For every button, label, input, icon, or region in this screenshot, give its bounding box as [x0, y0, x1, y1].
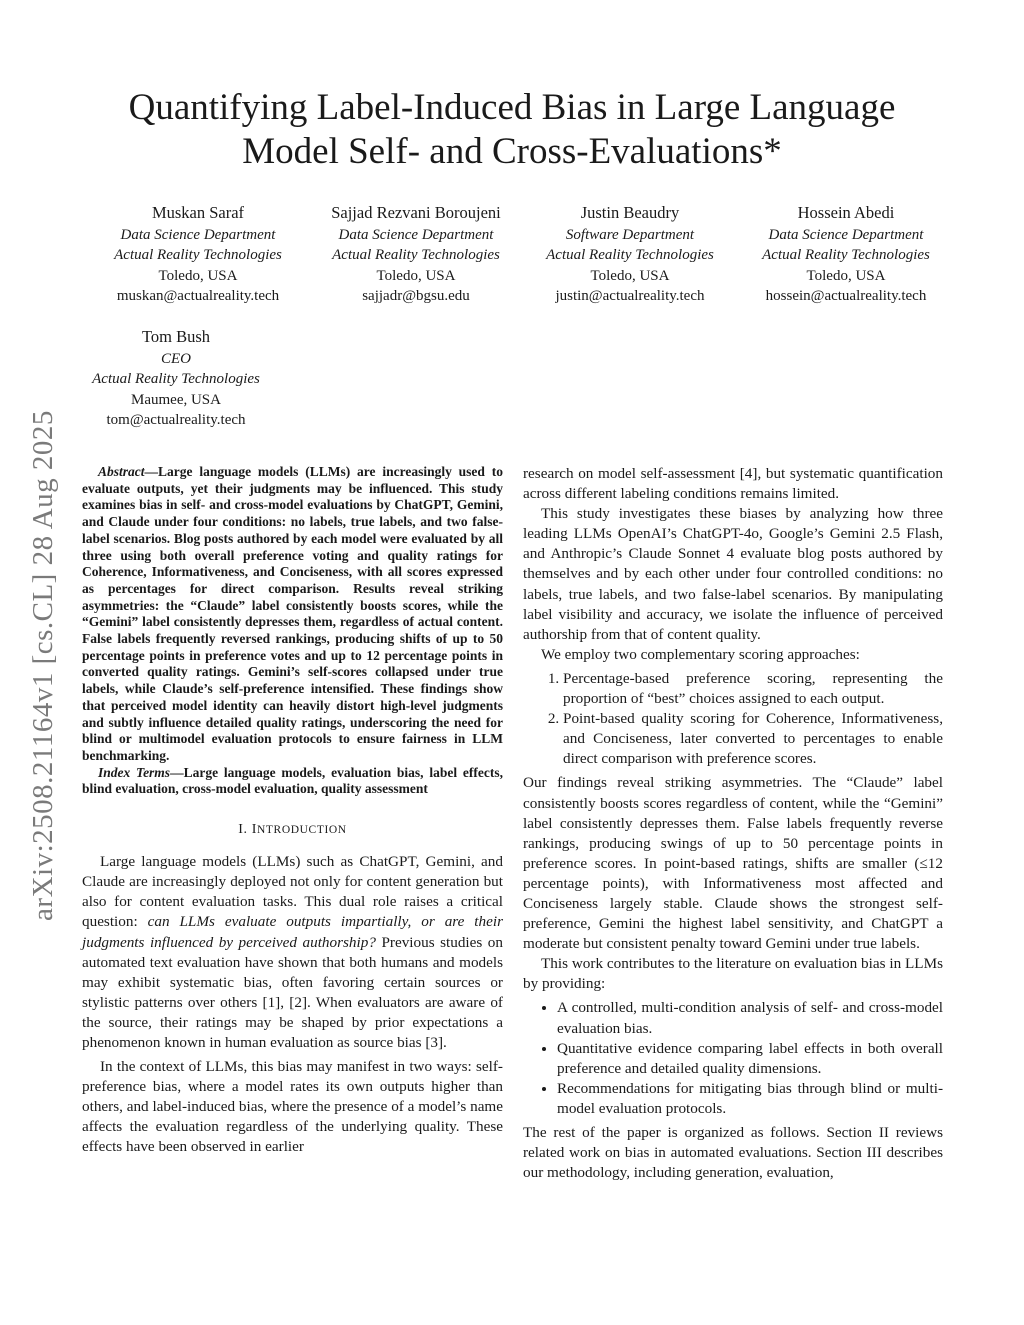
list-item: 1. Percentage-based preference scoring, representing the proportion of “best” choices assigned to each output. — [563, 669, 943, 709]
author-organization: Actual Reality Technologies — [762, 247, 930, 264]
author-name: Muskan Saraf — [151, 203, 245, 222]
author-block-5 — [76, 327, 276, 431]
author-block-3 — [530, 203, 730, 307]
left-column — [82, 464, 503, 1158]
author-organization: Actual Reality Technologies — [92, 371, 260, 388]
author-block-4 — [746, 203, 946, 307]
right-column — [523, 464, 943, 1183]
section-title: NTRODUCTION — [257, 824, 347, 837]
author-email: hossein@actualreality.tech — [765, 288, 927, 305]
author-organization: Actual Reality Technologies — [332, 247, 500, 264]
index-terms-label: Index Terms — [98, 764, 171, 780]
right-paragraph-2: This study investigates these biases by analyzing how three leading LLMs OpenAI’s ChatGPT-4o, Google’s Gemini 2.5 Flash, and Anthropic’s Claude Sonnet 4 evaluate blog posts authored by themselves and by each other under four controlled conditions: no labels, true labels, and two false-label scenarios. By manipulating label visibility and accuracy, we isolate the influence of perceived authorship from that of content quality. — [523, 505, 943, 643]
paper-title — [60, 86, 964, 174]
author-location: Toledo, USA — [158, 267, 238, 284]
list-item: • A controlled, multi-condition analysis of self- and cross-model evaluation bias. — [557, 998, 943, 1038]
abstract — [82, 464, 503, 798]
author-organization: Actual Reality Technologies — [114, 247, 282, 264]
abstract-text: —Large language models (LLMs) are increasingly used to evaluate outputs, yet their judgments may be influenced. This study examines bias in self- and cross-model evaluations by ChatGPT, Gemini, and Claude under four conditions: no labels, true labels, and two false-label scenarios. Blog posts authored by each model were evaluated by all three using both overall preference voting and quality ratings for Coherence, Informativeness, and Conciseness, with all scores expressed as percentages for direct comparison. Results reveal striking asymmetries: the “Claude” label consistently boosts scores, while the “Gemini” label consistently depresses them, regardless of actual content. False labels frequently reversed rankings, producing shifts of up to 50 percentage points in preference votes and up to 12 percentage points in converted quality ratings. Gemini’s self-scores collapsed under true labels, while Claude’s self-preference intensified. These findings show that perceived model identity can heavily distort high-level judgments and subtly influence detailed quality ratings, underscoring the need for blind or multimodel evaluation protocols to ensure fairness in LLM benchmarking. — [82, 464, 503, 763]
right-paragraph-6: The rest of the paper is organized as follows. Section II reviews related work on bias in automated evaluations. Section III describes our methodology, including generation, evaluation, — [523, 1124, 943, 1182]
author-department: Data Science Department — [768, 226, 924, 243]
author-email: muskan@actualreality.tech — [116, 288, 280, 305]
author-organization: Actual Reality Technologies — [546, 247, 714, 264]
author-department: Software Department — [565, 226, 695, 243]
author-department: CEO — [161, 350, 191, 367]
abstract-label: Abstract — [98, 464, 145, 479]
author-location: Maumee, USA — [131, 391, 221, 408]
author-name: Sajjad Rezvani Boroujeni — [331, 203, 501, 222]
section-number: I. I — [238, 822, 258, 838]
arxiv-identifier: arXiv:2508.21164v1 [cs.CL] 28 Aug 2025 — [26, 409, 59, 921]
text-run: Large language models (LLMs) such as ChatGPT, Gemini, and Claude are increasingly deployed not only for content generation but also for content evaluation tasks. This dual role raises a critical question: — [82, 853, 503, 931]
intro-paragraph-1 — [82, 852, 503, 1053]
right-paragraph-5: This work contributes to the literature on evaluation bias in LLMs by providing: — [523, 955, 943, 993]
right-paragraph-3: We employ two complementary scoring approaches: — [541, 645, 860, 663]
index-terms-text: —Large language models, evaluation bias, label effects, blind evaluation, cross-model evaluation, quality assessment — [82, 764, 504, 797]
section-heading-introduction — [82, 820, 503, 840]
contributions-list — [523, 998, 943, 1119]
scoring-approaches-list — [523, 669, 943, 769]
author-location: Toledo, USA — [590, 267, 670, 284]
author-email: sajjadr@bgsu.edu — [362, 288, 470, 305]
author-location: Toledo, USA — [806, 267, 886, 284]
emphasized-question: can LLMs evaluate outputs impartially, or are their judgments influenced by perceived authorship? — [82, 913, 503, 951]
intro-paragraph-2: In the context of LLMs, this bias may manifest in two ways: self-preference bias, where a model rates its own outputs higher than others, and label-induced bias, where the presence of a model’s name affects the evaluation regardless of the underlying quality. These effects have been observed in earlier — [82, 1058, 503, 1156]
list-item: 2. Point-based quality scoring for Coherence, Informativeness, and Conciseness, later converted to percentages to enable direct comparison with preference scores. — [563, 709, 943, 769]
author-block-2 — [313, 203, 519, 307]
right-paragraph-4: Our findings reveal striking asymmetries. The “Claude” label consistently boosts scores regardless of content, while the “Gemini” label consistently depresses them. False labels frequently reverse rankings, producing swings of up to 50 percentage points in preference scores. In point-based ratings, shifts are smaller (≤12 percentage points), with Informativeness most affected and Conciseness largely stable. Claude shows the strongest self-preference, Gemini the highest label sensitivity, and ChatGPT a moderate but consistent penalty toward Gemini under true labels. — [523, 774, 943, 953]
author-name: Hossein Abedi — [797, 203, 895, 222]
author-email: tom@actualreality.tech — [106, 412, 246, 429]
author-department: Data Science Department — [120, 226, 276, 243]
author-email: justin@actualreality.tech — [555, 288, 705, 305]
list-item: • Quantitative evidence comparing label effects in both overall preference and detailed quality dimensions. — [557, 1039, 943, 1079]
right-paragraph-1: research on model self-assessment [4], but systematic quantification across different labeling conditions remains limited. — [523, 465, 943, 503]
author-location: Toledo, USA — [376, 267, 456, 284]
text-run: Previous studies on automated text evaluation have shown that both humans and models may exhibit systematic bias, often favoring certain sources or stylistic patterns over others [1], [2]. When evaluators are aware of the source, their ratings may be shaped by prior expectations a phenomenon known in human evaluation as source bias [3]. — [82, 933, 503, 1051]
list-item: • Recommendations for mitigating bias through blind or multi-model evaluation protocols. — [557, 1079, 943, 1119]
author-name: Justin Beaudry — [580, 203, 680, 222]
author-department: Data Science Department — [338, 226, 494, 243]
title-line-2: Model Self- and Cross-Evaluations* — [242, 131, 782, 172]
title-line-1: Quantifying Label-Induced Bias in Large Language — [128, 87, 896, 128]
arxiv-identifier-sidebar — [20, 370, 66, 960]
author-block-1 — [98, 203, 298, 307]
author-name: Tom Bush — [141, 327, 211, 346]
